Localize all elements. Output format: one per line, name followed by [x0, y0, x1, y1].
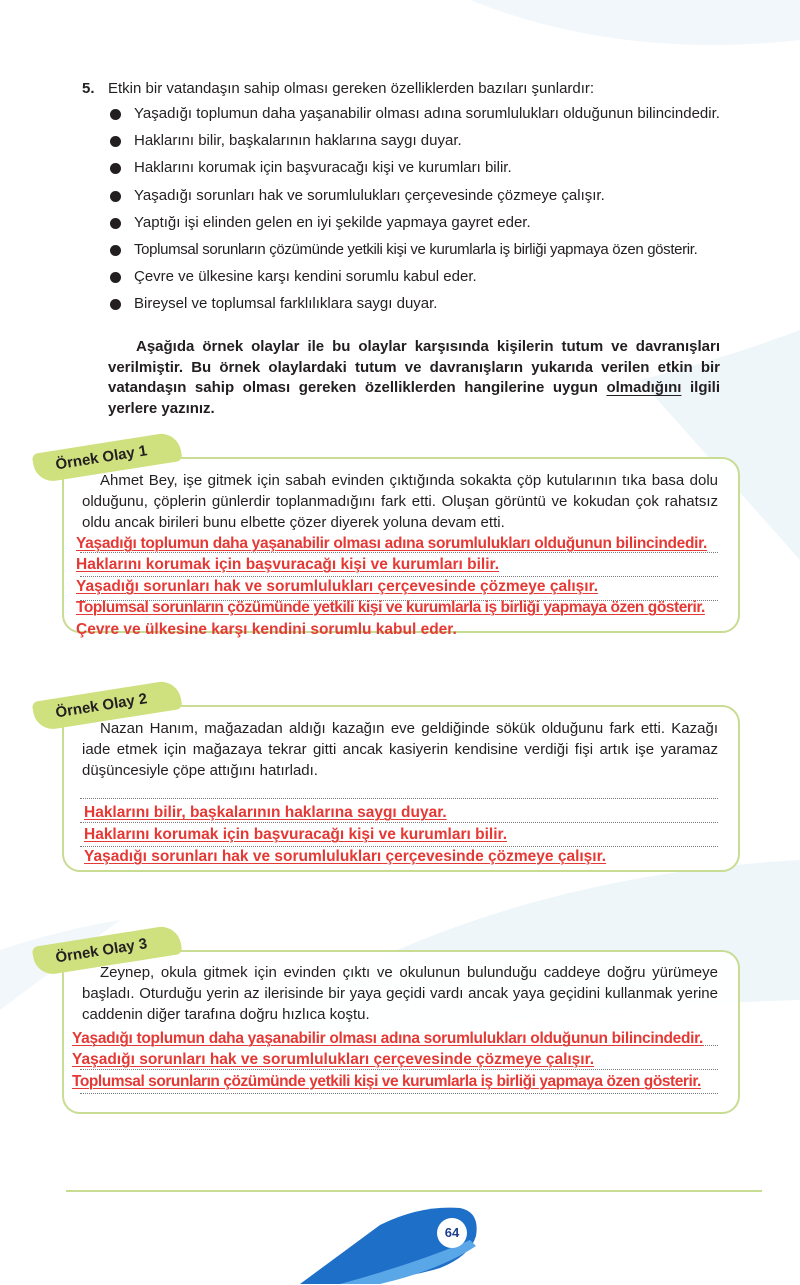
case-2-text: Nazan Hanım, mağazadan aldığı kazağın eve geldiğinde sökük olduğunu fark etti. Kazağı iade etmek için mağazaya tekrar gitti ancak kasiyerin kendisine verdiği fişi artık işe yaramaz düşüncesiyle çöpe attığını hatırladı. [82, 720, 718, 779]
bullet-icon [110, 163, 121, 174]
bullet-icon [110, 218, 121, 229]
answer-line [80, 846, 718, 847]
list-item: Bireysel ve toplumsal farklılıklara saygı duyar. [110, 294, 720, 321]
case-2-tag: Örnek Olay 2 [32, 679, 183, 732]
answer-line [80, 1093, 718, 1094]
bullet-icon [110, 272, 121, 283]
bullet-icon [110, 245, 121, 256]
answer-line [80, 1069, 718, 1070]
case-3-answer: Toplumsal sorunların çözümünde yetkili kişi ve kurumlarla iş birliği yapmaya özen gösterir. [72, 1073, 701, 1090]
list-item: Toplumsal sorunların çözümünde yetkili kişi ve kurumlarla iş birliği yapmaya özen gösterir. [110, 240, 720, 267]
case-2-answer: Haklarını korumak için başvuracağı kişi ve kurumları bilir. [84, 826, 507, 843]
list-item: Haklarını korumak için başvuracağı kişi ve kurumları bilir. [110, 158, 720, 185]
trait-list [110, 104, 720, 322]
case-1-answer: Haklarını korumak için başvuracağı kişi ve kurumları bilir. [76, 556, 499, 573]
case-3-tag: Örnek Olay 3 [32, 924, 183, 977]
list-item: Haklarını bilir, başkalarının haklarına saygı duyar. [110, 131, 720, 158]
answer-line [80, 576, 718, 577]
page-badge-shape [0, 1195, 800, 1285]
case-1-answer: Yaşadığı toplumun daha yaşanabilir olması adına sorumlulukları olduğunun bilincindedir. [76, 535, 708, 552]
case-2-answer: Yaşadığı sorunları hak ve sorumlulukları çerçevesinde çözmeye çalışır. [84, 848, 607, 865]
case-1-text: Ahmet Bey, işe gitmek için sabah evinden çıktığında sokakta çöp kutularının tıka basa dolu olduğunu, çöplerin günlerdir toplanmadığını fark etti. Oluşan görüntü ve kokudan çok rahatsız oldu ancak birileri bunu elbette çözer diyerek yoluna devam etti. [82, 472, 718, 531]
question-intro: Etkin bir vatandaşın sahip olması gereken özelliklerden bazıları şunlardır: [108, 80, 595, 97]
case-1-answer: Toplumsal sorunların çözümünde yetkili kişi ve kurumlarla iş birliği yapmaya özen gösterir. [76, 599, 705, 616]
case-2-answer: Haklarını bilir, başkalarının haklarına saygı duyar. [84, 804, 447, 821]
bullet-icon [110, 299, 121, 310]
case-1-answer: Çevre ve ülkesine karşı kendini sorumlu kabul eder. [76, 621, 457, 638]
list-item: Yaptığı işi elinden gelen en iyi şekilde yapmaya gayret eder. [110, 213, 720, 240]
footer-divider [66, 1190, 762, 1192]
bullet-icon [110, 109, 121, 120]
answer-line [80, 822, 718, 823]
bullet-icon [110, 136, 121, 147]
underlined-word: olmadığını [606, 379, 682, 396]
case-3-answer: Yaşadığı sorunları hak ve sorumlulukları çerçevesinde çözmeye çalışır. [72, 1051, 595, 1068]
question-number: 5. [82, 80, 95, 97]
list-item: Yaşadığı sorunları hak ve sorumlulukları çerçevesinde çözmeye çalışır. [110, 186, 720, 213]
instruction-text: Aşağıda örnek olaylar ile bu olaylar karşısında kişilerin tutum ve davranışları verilmiştir. Bu örnek olaylardaki tutum ve davranışların yukarıda verilen etkin bir vatandaşın sahip olması gereken özelliklerden hangilerine uygun olmadığını ilgili yerlere yazınız. [108, 338, 721, 417]
bullet-icon [110, 191, 121, 202]
answer-line [80, 798, 718, 799]
case-3-text: Zeynep, okula gitmek için evinden çıktı ve okulunun bulunduğu caddeye doğru yürümeye başladı. Oturduğu yerin az ilerisinde bir yaya geçidi vardı ancak yaya geçidini kullanmak yerine caddenin diğer tarafına doğru hızlıca koştu. [82, 964, 718, 1023]
case-1-tag: Örnek Olay 1 [32, 431, 183, 484]
case-3-answer: Yaşadığı toplumun daha yaşanabilir olması adına sorumlulukları olduğunun bilincindedir. [72, 1030, 704, 1047]
list-item: Çevre ve ülkesine karşı kendini sorumlu kabul eder. [110, 267, 720, 294]
list-item: Yaşadığı toplumun daha yaşanabilir olması adına sorumlulukları olduğunun bilincindedir. [110, 104, 720, 131]
page-number: 64 [437, 1218, 467, 1248]
case-1-answer: Yaşadığı sorunları hak ve sorumlulukları çerçevesinde çözmeye çalışır. [76, 578, 599, 595]
